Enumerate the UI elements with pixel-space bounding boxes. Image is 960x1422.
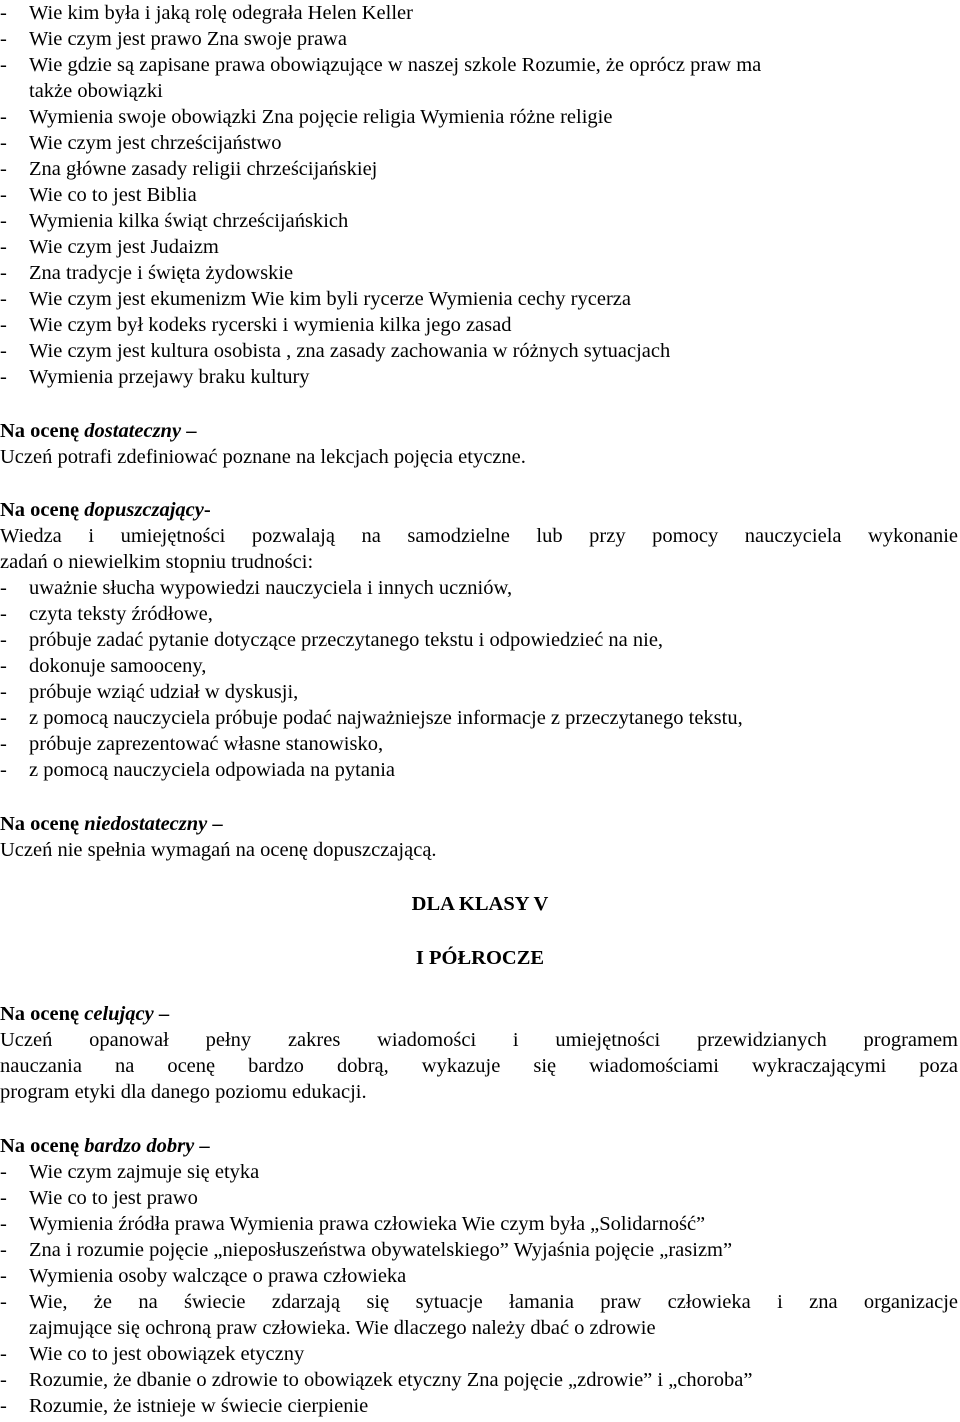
list-item: - Wie kim była i jaką rolę odegrała Helen Keller — [0, 2, 413, 24]
list-item: - Rozumie, że dbanie o zdrowie to obowiązek etyczny Zna pojęcie „zdrowie” i „choroba” — [0, 1369, 753, 1391]
list-item: - Wie czym jest chrześcijaństwo — [0, 132, 282, 154]
list-item: - Wie gdzie są zapisane prawa obowiązujące w naszej szkole Rozumie, że oprócz praw ma — [0, 54, 762, 76]
list-item: - z pomocą nauczyciela próbuje podać najważniejsze informacje z przeczytanego tekstu, — [0, 707, 743, 729]
grade-description-line: Uczeń opanował pełny zakres wiadomości i umiejętności przewidzianych programem — [0, 1029, 958, 1051]
list-item: - Zna główne zasady religii chrześcijańskiej — [0, 158, 378, 180]
grade-description-line: program etyki dla danego poziomu edukacji. — [0, 1081, 367, 1103]
list-item: - Wymienia przejawy braku kultury — [0, 366, 310, 388]
grade-intro-line: zadań o niewielkim stopniu trudności: — [0, 551, 314, 573]
class-heading: DLA KLASY V — [411, 893, 549, 915]
list-item-continuation: także obowiązki — [29, 80, 163, 102]
grade-heading-bardzo-dobry: Na ocenę bardzo dobry – — [0, 1135, 210, 1157]
grade-heading-dostateczny: Na ocenę dostateczny – — [0, 420, 197, 442]
list-item: - próbuje wziąć udział w dyskusji, — [0, 681, 299, 703]
list-item: - Zna i rozumie pojęcie „nieposłuszeństwa obywatelskiego” Wyjaśnia pojęcie „rasizm” — [0, 1239, 733, 1261]
list-item: - Zna tradycje i święta żydowskie — [0, 262, 294, 284]
grade-intro-line: Wiedza i umiejętności pozwalają na samodzielne lub przy pomocy nauczyciela wykonanie — [0, 525, 958, 547]
grade-heading-celujacy: Na ocenę celujący – — [0, 1003, 170, 1025]
grade-description: Uczeń potrafi zdefiniować poznane na lekcjach pojęcia etyczne. — [0, 446, 526, 468]
list-item: - czyta teksty źródłowe, — [0, 603, 213, 625]
list-item: - z pomocą nauczyciela odpowiada na pytania — [0, 759, 395, 781]
term-heading: I PÓŁROCZE — [415, 947, 545, 969]
list-item: - Rozumie, że istnieje w świecie cierpienie — [0, 1395, 369, 1417]
grade-description-line: nauczania na ocenę bardzo dobrą, wykazuje się wiadomościami wykraczającymi poza — [0, 1055, 958, 1077]
list-item: - uważnie słucha wypowiedzi nauczyciela i innych uczniów, — [0, 577, 513, 599]
grade-heading-niedostateczny: Na ocenę niedostateczny – — [0, 813, 223, 835]
list-item: - Wie czym jest prawo Zna swoje prawa — [0, 28, 347, 50]
list-item: - Wie czym jest kultura osobista , zna zasady zachowania w różnych sytuacjach — [0, 340, 671, 362]
list-item: - próbuje zadać pytanie dotyczące przeczytanego tekstu i odpowiedzieć na nie, — [0, 629, 664, 651]
list-item: - Wie czym jest ekumenizm Wie kim byli rycerze Wymienia cechy rycerza — [0, 288, 631, 310]
grade-heading-dopuszczajacy: Na ocenę dopuszczający- — [0, 499, 211, 521]
list-item: - Wie czym był kodeks rycerski i wymienia kilka jego zasad — [0, 314, 512, 336]
list-item: - Wie, że na świecie zdarzają się sytuacje łamania praw człowieka i zna organizacje — [0, 1291, 958, 1313]
grade-description: Uczeń nie spełnia wymagań na ocenę dopuszczającą. — [0, 839, 437, 861]
list-item: - Wymienia swoje obowiązki Zna pojęcie religia Wymienia różne religie — [0, 106, 613, 128]
list-item: - Wie co to jest Biblia — [0, 184, 197, 206]
list-item: - próbuje zaprezentować własne stanowisko, — [0, 733, 384, 755]
list-item-continuation: zajmujące się ochroną praw człowieka. Wie dlaczego należy dbać o zdrowie — [29, 1317, 656, 1339]
list-item: - Wie co to jest obowiązek etyczny — [0, 1343, 305, 1365]
list-item: - Wymienia źródła prawa Wymienia prawa człowieka Wie czym była „Solidarność” — [0, 1213, 706, 1235]
list-item: - Wie co to jest prawo — [0, 1187, 198, 1209]
list-item: - Wymienia kilka świąt chrześcijańskich — [0, 210, 349, 232]
list-item: - Wymienia osoby walczące o prawa człowieka — [0, 1265, 407, 1287]
list-item: - Wie czym jest Judaizm — [0, 236, 219, 258]
list-item: - Wie czym zajmuje się etyka — [0, 1161, 260, 1183]
list-item: - dokonuje samooceny, — [0, 655, 207, 677]
